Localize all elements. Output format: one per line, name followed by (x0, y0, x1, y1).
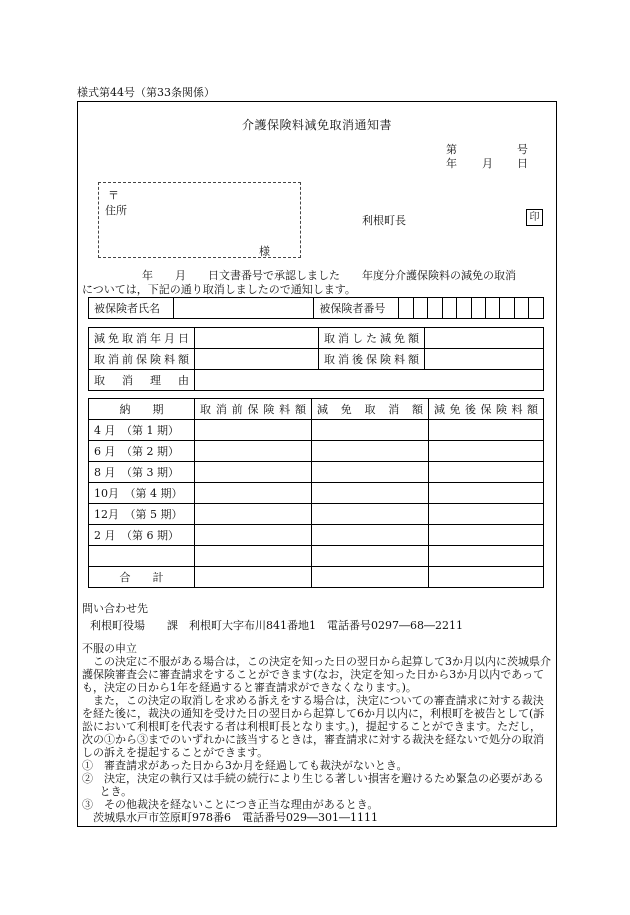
reduction-date-cell (195, 328, 319, 349)
cell (429, 504, 544, 525)
insured-number-digit (500, 298, 514, 319)
cell (195, 504, 312, 525)
cell (312, 420, 429, 441)
cell (312, 483, 429, 504)
date-year: 年 (446, 157, 457, 170)
date-day: 日 (517, 157, 528, 170)
period-label (89, 546, 195, 567)
cell (195, 420, 312, 441)
insured-number-digit (486, 298, 500, 319)
insured-name-label: 被保険者氏名 (89, 298, 174, 319)
cancel-reason-label: 取消理由 (89, 370, 195, 391)
table-row (89, 504, 544, 525)
cell (429, 546, 544, 567)
period-label: 8 月 （第 3 期） (89, 462, 195, 483)
table-row (89, 462, 544, 483)
header-payment-period: 納 期 (89, 399, 195, 420)
header-reduction-cancel: 減免取消額 (312, 399, 429, 420)
cell (312, 504, 429, 525)
cell (429, 441, 544, 462)
insured-table (88, 297, 544, 319)
table-row (89, 525, 544, 546)
cell (429, 483, 544, 504)
header-after-premium: 減免後保険料額 (429, 399, 544, 420)
cancelled-amount-label: 取消した減免額 (319, 328, 425, 349)
number-dai: 第 (446, 143, 457, 156)
cancelled-amount-cell (425, 328, 544, 349)
cell (312, 567, 429, 588)
notice-line-1: 年 月 日文書番号で承認しました 年度分介護保険料の減免の取消 (142, 269, 516, 282)
cell (195, 546, 312, 567)
reduction-table (88, 327, 544, 391)
after-premium-label: 取消後保険料額 (319, 349, 425, 370)
insured-number-digit (428, 298, 442, 319)
objection-paragraph-1: この決定に不服がある場合は，この決定を知った日の翌日から起算して3か月以内に茨城県介護保険審査会に審査請求をすることができます(なお，決定を知った日から3か月以内であっても，決定の日から1年を経過すると審査請求ができなくなります。)。 (82, 655, 551, 694)
period-label: 2 月 （第 6 期） (89, 525, 195, 546)
insured-number-label: 被保険者番号 (314, 298, 399, 319)
before-premium-label: 取消前保険料額 (89, 349, 195, 370)
cell (429, 420, 544, 441)
cell (195, 525, 312, 546)
cancel-reason-cell (195, 370, 544, 391)
notice-text (82, 269, 552, 297)
period-label: 6 月 （第 2 期） (89, 441, 195, 462)
objection-paragraph-2: また，この決定の取消しを求める訴えをする場合は，決定についての審査請求に対する裁決を経た後に，裁決の通知を受けた日の翌日から起算して6か月以内に，利根町を被告として(訴訟において利根町を代表する者は利根町長となります。)，提起することができます。ただし，次の①から③までのいずれかに該当するときは，審査請求に対する裁決を経ないで処分の取消しの訴えを提起することができます。 (82, 694, 545, 759)
seal-mark: 印 (526, 209, 543, 226)
insured-number-digit (514, 298, 528, 319)
table-row (89, 441, 544, 462)
address-box (98, 182, 301, 258)
insured-number-digit (413, 298, 427, 319)
insured-number-digit (529, 298, 544, 319)
before-premium-cell (195, 349, 319, 370)
inquiry-heading: 問い合わせ先 (82, 602, 148, 615)
header-before-premium: 取消前保険料額 (195, 399, 312, 420)
period-label: 12月 （第 5 期） (89, 504, 195, 525)
objection-item-3: ③ その他裁決を経ないことにつき正当な理由があるとき。 (82, 798, 379, 811)
total-row (89, 567, 544, 588)
cell (195, 441, 312, 462)
reduction-date-label: 減免取消年月日 (89, 328, 195, 349)
insured-number-digit (457, 298, 471, 319)
cell (429, 567, 544, 588)
objection-address: 茨城県水戸市笠原町978番6 電話番号029―301―1111 (93, 811, 378, 824)
insured-name-cell (173, 298, 314, 319)
objection-item-1: ① 審査請求があった日から3か月を経過しても裁決がないとき。 (82, 759, 408, 772)
objection-item-2: ② 決定，決定の執行又は手続の続行により生じる著しい損害を避けるため緊急の必要があるとき。 (82, 772, 544, 798)
cell (312, 546, 429, 567)
document-title: 介護保険料減免取消通知書 (241, 118, 392, 132)
cell (429, 462, 544, 483)
number-go: 号 (517, 143, 528, 156)
notice-line-2: については，下記の通り取消しましたので通知します。 (82, 283, 356, 296)
period-label: 4 月 （第 1 期） (89, 420, 195, 441)
cell (195, 462, 312, 483)
payment-schedule-table (88, 398, 544, 588)
cell (195, 567, 312, 588)
cell (195, 483, 312, 504)
objection-heading: 不服の申立 (82, 642, 137, 655)
after-premium-cell (425, 349, 544, 370)
cell (312, 441, 429, 462)
honorific-sama: 様 (259, 245, 270, 258)
form-label: 様式第44号（第33条関係） (77, 86, 215, 99)
table-row (89, 483, 544, 504)
address-label: 住所 (105, 204, 127, 217)
cell (312, 525, 429, 546)
mayor-label: 利根町長 (362, 214, 406, 227)
postal-mark: 〒 (108, 189, 119, 202)
period-label: 10月 （第 4 期） (89, 483, 195, 504)
total-label: 合 計 (89, 567, 195, 588)
insured-number-digit (471, 298, 485, 319)
cell (429, 525, 544, 546)
insured-number-digit (442, 298, 456, 319)
table-row (89, 546, 544, 567)
date-month: 月 (482, 157, 493, 170)
objection-section (82, 642, 552, 824)
insured-number-digit (399, 298, 413, 319)
cell (312, 462, 429, 483)
table-row (89, 420, 544, 441)
inquiry-contact: 利根町役場 課 利根町大字布川841番地1 電話番号0297―68―2211 (90, 619, 463, 632)
